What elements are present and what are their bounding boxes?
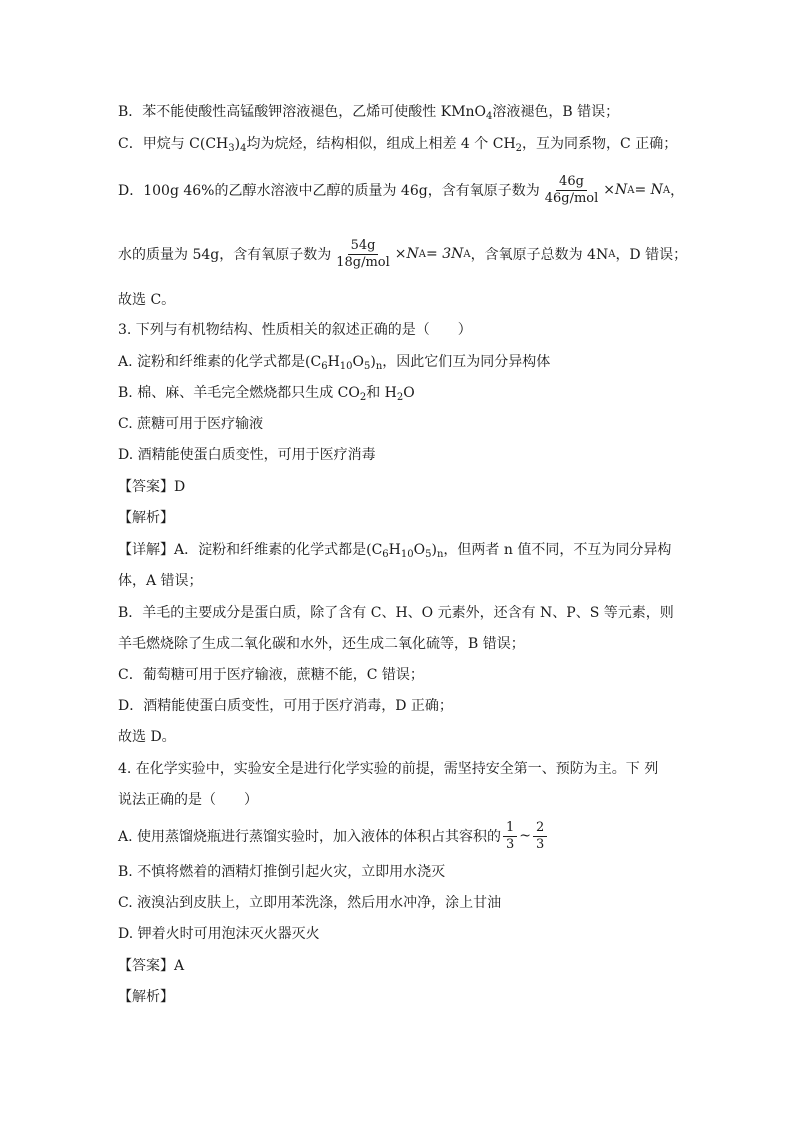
question-3-stem: 3. 下列与有机物结构、性质相关的叙述正确的是（ ） <box>118 322 472 338</box>
question-4-option-a: A. 使用蒸馏烧瓶进行蒸馏实验时，加入液体的体积占其容积的 $\frac{1}{3}$ ~ $\frac{2}{3}$ <box>118 814 549 858</box>
explanation-line-c: C．甲烷与 $C(CH_3)_4$均为烷烃，结构相似，组成上相差 4 个 $CH_2$，互为同系物，C 正确； <box>118 136 678 154</box>
question-4-option-c: C. 液溴沾到皮肤上，立即用苯洗涤，然后用水冲净，涂上甘油 <box>118 895 502 911</box>
question-4-option-b: B. 不慎将燃着的酒精灯推倒引起火灾，立即用水浇灭 <box>118 864 446 880</box>
conclusion-1: 故选 C。 <box>118 292 176 308</box>
question-3-option-d: D. 酒精能使蛋白质变性，可用于医疗消毒 <box>118 447 376 463</box>
detail-3-line-d: D．酒精能使蛋白质变性，可用于医疗消毒，D 正确； <box>118 698 453 714</box>
fraction: $\frac{46g}{\text{46g/mol}}$ <box>544 173 599 206</box>
analysis-4-heading: 【解析】 <box>118 989 174 1005</box>
detail-3-line-a-cont: 体，A 错误； <box>118 573 203 589</box>
question-4-stem: 4. 在化学实验中，实验安全是进行化学实验的前提，需坚持安全第一、预防为主。下 列 <box>118 761 659 777</box>
detail-3-line-c: C．葡萄糖可用于医疗输液，蔗糖不能，C 错误； <box>118 667 424 683</box>
question-3-option-b: B. 棉、麻、羊毛完全燃烧都只生成 $CO_2$和 $H_2O$ <box>118 385 415 403</box>
detail-3-line-a: 【详解】A．淀粉和纤维素的化学式都是$(C_6H_{10}O_5)_n$，但两者 n 值不同，不互为同分异构 <box>118 542 672 560</box>
explanation-line-d2: 水的质量为 54g，含有氧原子数为 $\frac{54g}{\text{18g/mol}}$ ×N A = 3N A ，含氧原子总数为 4N A ，D 错误； <box>118 237 688 270</box>
answer-4: 【答案】A <box>118 958 185 974</box>
question-3-option-a: A. 淀粉和纤维素的化学式都是$(C_6H_{10}O_5)_n$，因此它们互为同分异构体 <box>118 354 551 372</box>
question-4-stem-cont: 说法正确的是（ ） <box>118 792 258 808</box>
fraction: $\frac{2}{3}$ <box>533 820 547 853</box>
detail-3-line-b-cont: 羊毛燃烧除了生成二氧化碳和水外，还生成二氧化硫等，B 错误； <box>118 636 525 652</box>
analysis-3-heading: 【解析】 <box>118 510 174 526</box>
question-4-option-d: D. 钾着火时可用泡沫灭火器灭火 <box>118 926 320 942</box>
conclusion-2: 故选 D。 <box>118 729 176 745</box>
question-3-option-c: C. 蔗糖可用于医疗输液 <box>118 416 264 432</box>
detail-3-line-b: B．羊毛的主要成分是蛋白质，除了含有 C、H、O 元素外，还含有 N、P、S 等元素，则 <box>118 605 674 621</box>
fraction: $\frac{1}{3}$ <box>503 820 517 853</box>
answer-3: 【答案】D <box>118 479 186 495</box>
explanation-line-b: B．苯不能使酸性高锰酸钾溶液褪色，乙烯可使酸性 KMnO$_4$溶液褪色，B 错误； <box>118 104 620 122</box>
explanation-line-d1: D．100g 46%的乙醇水溶液中乙醇的质量为 46g，含有氧原子数为 $\frac{46g}{\text{46g/mol}}$ ×N A = N A ， <box>118 173 685 206</box>
fraction: $\frac{54g}{\text{18g/mol}}$ <box>336 237 390 270</box>
